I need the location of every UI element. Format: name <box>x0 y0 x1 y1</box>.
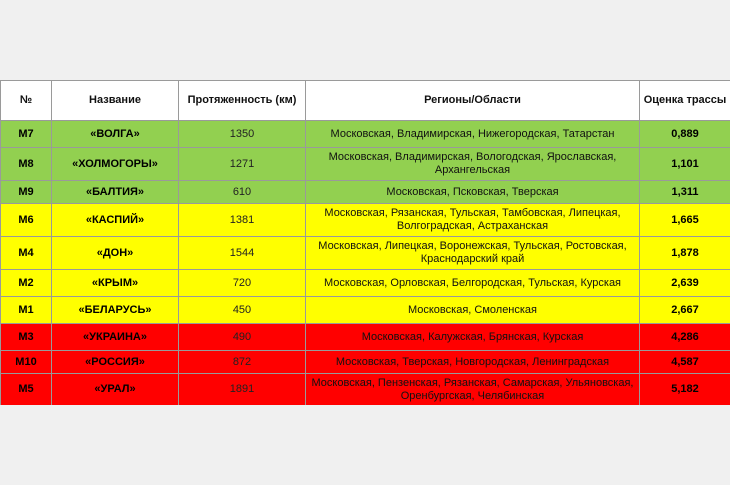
route-regions: Московская, Владимирская, Вологодская, Ярославская, Архангельская <box>306 148 640 181</box>
route-number: М10 <box>1 351 52 374</box>
route-regions: Московская, Смоленская <box>306 297 640 324</box>
route-name: «КРЫМ» <box>52 270 179 297</box>
route-score: 2,639 <box>640 270 730 297</box>
table-row <box>1 237 730 270</box>
route-number: М5 <box>1 374 52 406</box>
route-regions: Московская, Орловская, Белгородская, Тульская, Курская <box>306 270 640 297</box>
route-number: М4 <box>1 237 52 270</box>
route-name: «УРАЛ» <box>52 374 179 406</box>
route-name: «ДОН» <box>52 237 179 270</box>
route-score: 4,587 <box>640 351 730 374</box>
route-number: М7 <box>1 121 52 148</box>
table-row <box>1 374 730 406</box>
route-regions: Московская, Псковская, Тверская <box>306 181 640 204</box>
route-length: 720 <box>179 270 306 297</box>
route-regions: Московская, Рязанская, Тульская, Тамбовская, Липецкая, Волгоградская, Астраханская <box>306 204 640 237</box>
route-number: М3 <box>1 324 52 351</box>
route-name: «РОССИЯ» <box>52 351 179 374</box>
route-score: 1,665 <box>640 204 730 237</box>
route-regions: Московская, Липецкая, Воронежская, Тульская, Ростовская, Краснодарский край <box>306 237 640 270</box>
route-length: 1350 <box>179 121 306 148</box>
table-row <box>1 297 730 324</box>
header-length: Протяженность (км) <box>179 81 306 121</box>
route-score: 1,311 <box>640 181 730 204</box>
route-length: 450 <box>179 297 306 324</box>
header-name: Название <box>52 81 179 121</box>
highway-rating-table <box>0 80 730 406</box>
route-length: 872 <box>179 351 306 374</box>
route-score: 2,667 <box>640 297 730 324</box>
route-score: 1,878 <box>640 237 730 270</box>
route-length: 1271 <box>179 148 306 181</box>
route-number: М1 <box>1 297 52 324</box>
route-number: М6 <box>1 204 52 237</box>
table-row <box>1 181 730 204</box>
route-score: 1,101 <box>640 148 730 181</box>
route-number: М2 <box>1 270 52 297</box>
route-length: 1544 <box>179 237 306 270</box>
route-regions: Московская, Тверская, Новгородская, Ленинградская <box>306 351 640 374</box>
route-regions: Московская, Владимирская, Нижегородская, Татарстан <box>306 121 640 148</box>
table-header-row <box>1 81 730 121</box>
route-name: «ХОЛМОГОРЫ» <box>52 148 179 181</box>
bottom-gray-band <box>0 405 730 485</box>
route-score: 4,286 <box>640 324 730 351</box>
header-score: Оценка трассы <box>640 81 730 121</box>
header-number: № <box>1 81 52 121</box>
route-score: 0,889 <box>640 121 730 148</box>
route-length: 610 <box>179 181 306 204</box>
route-number: М9 <box>1 181 52 204</box>
route-length: 1891 <box>179 374 306 406</box>
route-number: М8 <box>1 148 52 181</box>
table-row <box>1 324 730 351</box>
table-row <box>1 204 730 237</box>
header-regions: Регионы/Области <box>306 81 640 121</box>
route-regions: Московская, Пензенская, Рязанская, Самарская, Ульяновская, Оренбургская, Челябинская <box>306 374 640 406</box>
table-row <box>1 121 730 148</box>
route-name: «УКРАИНА» <box>52 324 179 351</box>
route-name: «БЕЛАРУСЬ» <box>52 297 179 324</box>
route-name: «ВОЛГА» <box>52 121 179 148</box>
route-length: 1381 <box>179 204 306 237</box>
top-gray-band <box>0 0 730 80</box>
table-row <box>1 148 730 181</box>
table-row <box>1 351 730 374</box>
route-score: 5,182 <box>640 374 730 406</box>
table-row <box>1 270 730 297</box>
route-regions: Московская, Калужская, Брянская, Курская <box>306 324 640 351</box>
route-name: «КАСПИЙ» <box>52 204 179 237</box>
route-length: 490 <box>179 324 306 351</box>
route-name: «БАЛТИЯ» <box>52 181 179 204</box>
